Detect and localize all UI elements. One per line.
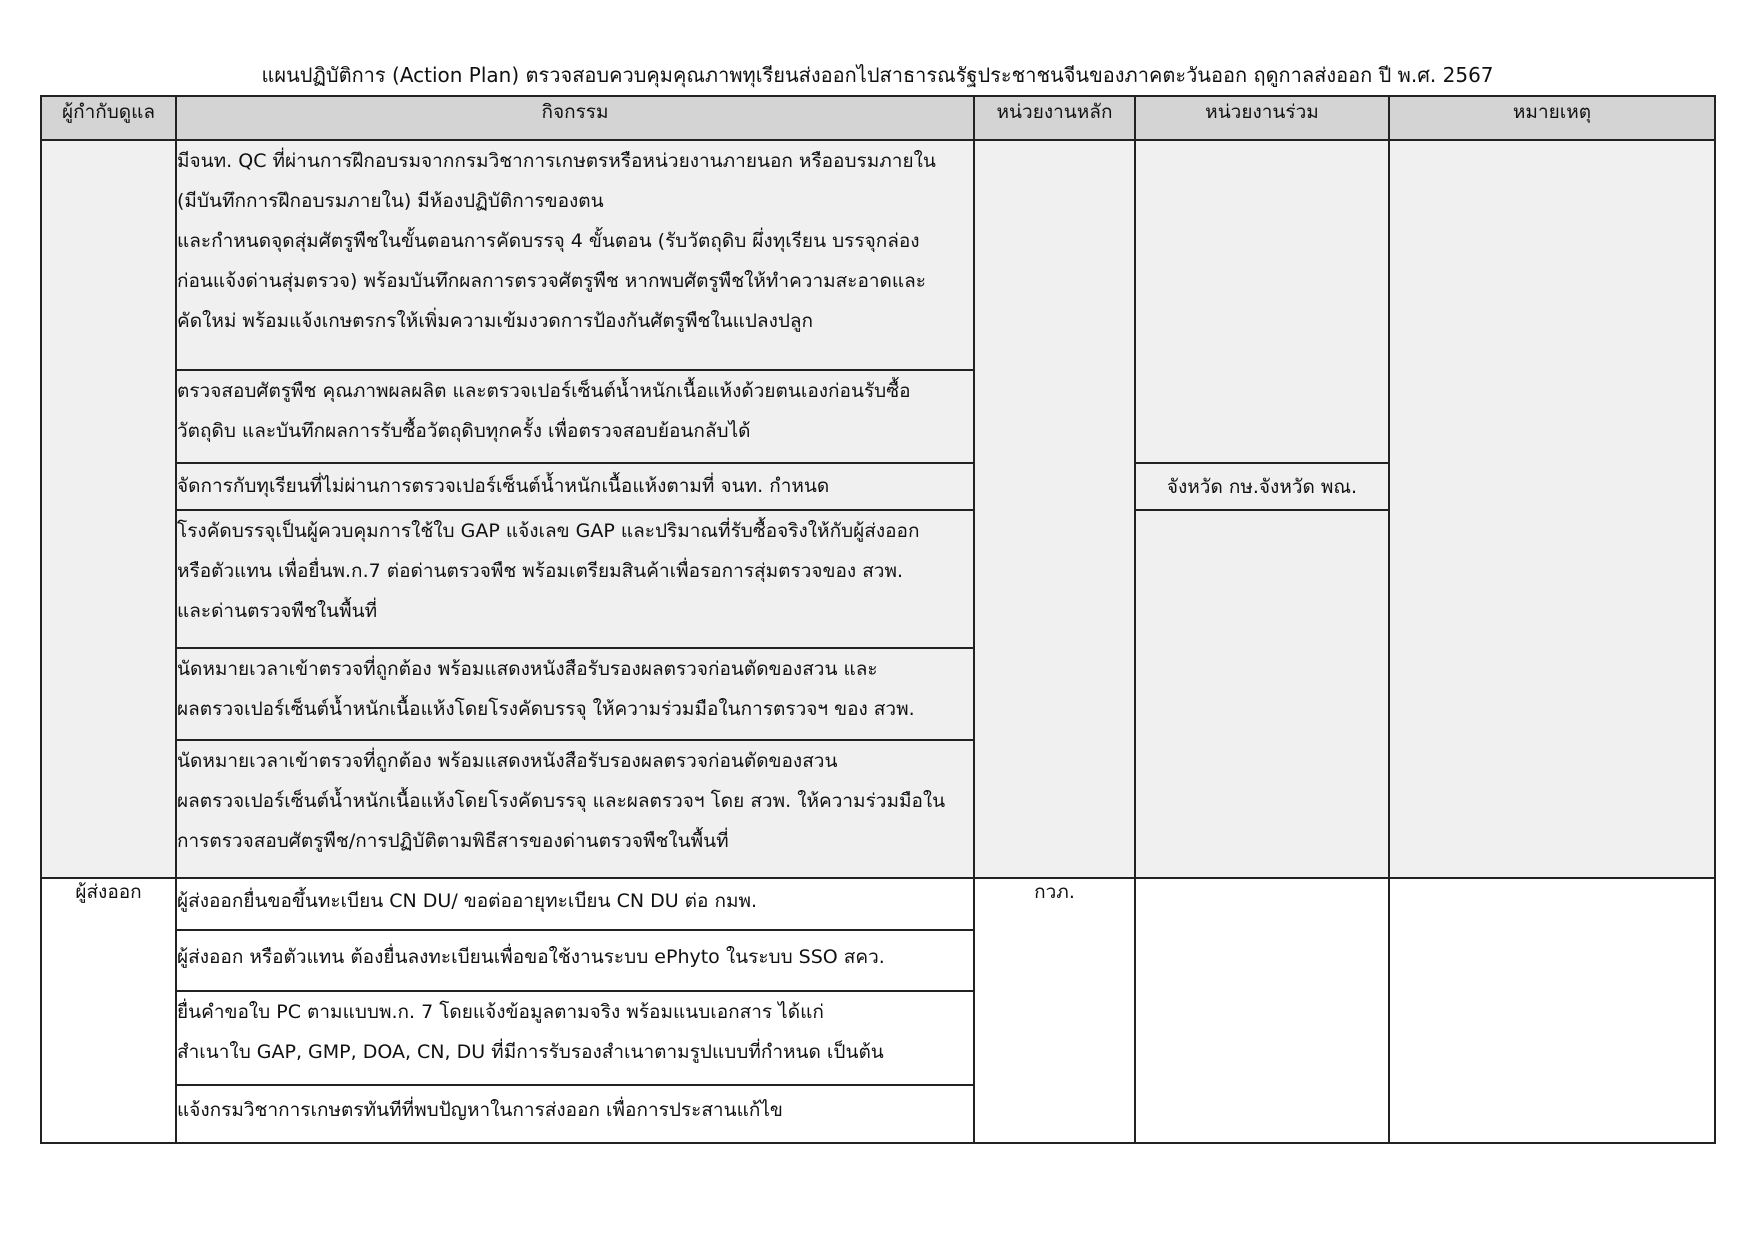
activity-line: แจ้งกรมวิชาการเกษตรทันทีที่พบปัญหาในการส่งออก เพื่อการประสานแก้ไข	[177, 1099, 783, 1121]
table-header-row	[41, 96, 1715, 140]
supervisor-cell: ผู้ส่งออก	[41, 878, 176, 1143]
action-plan-table	[40, 95, 1716, 1144]
header-main-agency: หน่วยงานหลัก	[974, 96, 1135, 140]
activity-cell	[176, 463, 974, 510]
main-agency-cell: กวภ.	[974, 878, 1135, 1143]
co-agency-cell: จังหวัด กษ.จังหวัด พณ.	[1135, 463, 1389, 510]
remarks-cell	[1389, 140, 1715, 878]
activity-line: (มีบันทึกการฝึกอบรมภายใน) มีห้องปฏิบัติการของตน	[177, 190, 604, 212]
co-agency-cell	[1135, 878, 1389, 1143]
header-remarks: หมายเหตุ	[1389, 96, 1715, 140]
activity-line: นัดหมายเวลาเข้าตรวจที่ถูกต้อง พร้อมแสดงหนังสือรับรองผลตรวจก่อนตัดของสวน	[177, 750, 838, 772]
activity-line: นัดหมายเวลาเข้าตรวจที่ถูกต้อง พร้อมแสดงหนังสือรับรองผลตรวจก่อนตัดของสวน และ	[177, 658, 878, 680]
activity-cell	[176, 1085, 974, 1143]
remarks-cell	[1389, 878, 1715, 1143]
activity-cell	[176, 930, 974, 991]
activity-line: จัดการกับทุเรียนที่ไม่ผ่านการตรวจเปอร์เซ็นต์น้ำหนักเนื้อแห้งตามที่ จนท. กำหนด	[177, 475, 830, 497]
activity-line: ก่อนแจ้งด่านสุ่มตรวจ) พร้อมบันทึกผลการตรวจศัตรูพืช หากพบศัตรูพืชให้ทำความสะอาดและ	[177, 270, 926, 292]
main-agency-cell	[974, 140, 1135, 878]
activity-line: ผู้ส่งออก หรือตัวแทน ต้องยื่นลงทะเบียนเพื่อขอใช้งานระบบ ePhyto ในระบบ SSO สคว.	[177, 946, 885, 968]
activity-cell	[176, 140, 974, 370]
activity-line: ผลตรวจเปอร์เซ็นต์น้ำหนักเนื้อแห้งโดยโรงคัดบรรจุ ให้ความร่วมมือในการตรวจฯ ของ สวพ.	[177, 698, 915, 720]
activity-line: ยื่นคำขอใบ PC ตามแบบพ.ก. 7 โดยแจ้งข้อมูลตามจริง พร้อมแนบเอกสาร ได้แก่	[177, 1001, 824, 1023]
activity-line: และกำหนดจุดสุ่มศัตรูพืชในขั้นตอนการคัดบรรจุ 4 ขั้นตอน (รับวัตถุดิบ ผึ่งทุเรียน บรรจุกล่อง	[177, 230, 920, 252]
activity-line: ผลตรวจเปอร์เซ็นต์น้ำหนักเนื้อแห้งโดยโรงคัดบรรจุ และผลตรวจฯ โดย สวพ. ให้ความร่วมมือใน	[177, 790, 946, 812]
activity-cell	[176, 510, 974, 648]
activity-line: คัดใหม่ พร้อมแจ้งเกษตรกรให้เพิ่มความเข้มงวดการป้องกันศัตรูพืชในแปลงปลูก	[177, 310, 814, 332]
activity-cell	[176, 740, 974, 878]
activity-line: มีจนท. QC ที่ผ่านการฝึกอบรมจากกรมวิชาการเกษตรหรือหน่วยงานภายนอก หรืออบรมภายใน	[177, 150, 936, 172]
activity-line: โรงคัดบรรจุเป็นผู้ควบคุมการใช้ใบ GAP แจ้งเลข GAP และปริมาณที่รับซื้อจริงให้กับผู้ส่งออก	[177, 520, 920, 542]
activity-line: การตรวจสอบศัตรูพืช/การปฏิบัติตามพิธีสารของด่านตรวจพืชในพื้นที่	[177, 830, 729, 852]
activity-cell	[176, 991, 974, 1085]
activity-line: สำเนาใบ GAP, GMP, DOA, CN, DU ที่มีการรับรองสำเนาตามรูปแบบที่กำหนด เป็นต้น	[177, 1041, 884, 1063]
activity-line: วัตถุดิบ และบันทึกผลการรับซื้อวัตถุดิบทุกครั้ง เพื่อตรวจสอบย้อนกลับได้	[177, 420, 751, 442]
activity-line: ตรวจสอบศัตรูพืช คุณภาพผลผลิต และตรวจเปอร์เซ็นต์น้ำหนักเนื้อแห้งด้วยตนเองก่อนรับซื้อ	[177, 380, 911, 402]
activity-line: และด่านตรวจพืชในพื้นที่	[177, 600, 378, 622]
table-row	[41, 140, 1715, 370]
header-activity: กิจกรรม	[176, 96, 974, 140]
activity-cell	[176, 648, 974, 740]
activity-line: ผู้ส่งออกยื่นขอขึ้นทะเบียน CN DU/ ขอต่ออายุทะเบียน CN DU ต่อ กมพ.	[177, 890, 758, 912]
co-agency-cell	[1135, 140, 1389, 463]
header-supervisor: ผู้กำกับดูแล	[41, 96, 176, 140]
page-title: แผนปฏิบัติการ (Action Plan) ตรวจสอบควบคุมคุณภาพทุเรียนส่งออกไปสาธารณรัฐประชาชนจีนของภาคตะวันออก ฤดูกาลส่งออก ปี พ.ศ. 2567	[261, 63, 1494, 87]
header-co-agency: หน่วยงานร่วม	[1135, 96, 1389, 140]
table-row	[41, 878, 1715, 930]
activity-line: หรือตัวแทน เพื่อยื่นพ.ก.7 ต่อด่านตรวจพืช พร้อมเตรียมสินค้าเพื่อรอการสุ่มตรวจของ สวพ.	[177, 560, 904, 582]
activity-cell	[176, 370, 974, 463]
co-agency-cell	[1135, 510, 1389, 878]
activity-cell	[176, 878, 974, 930]
supervisor-cell	[41, 140, 176, 878]
